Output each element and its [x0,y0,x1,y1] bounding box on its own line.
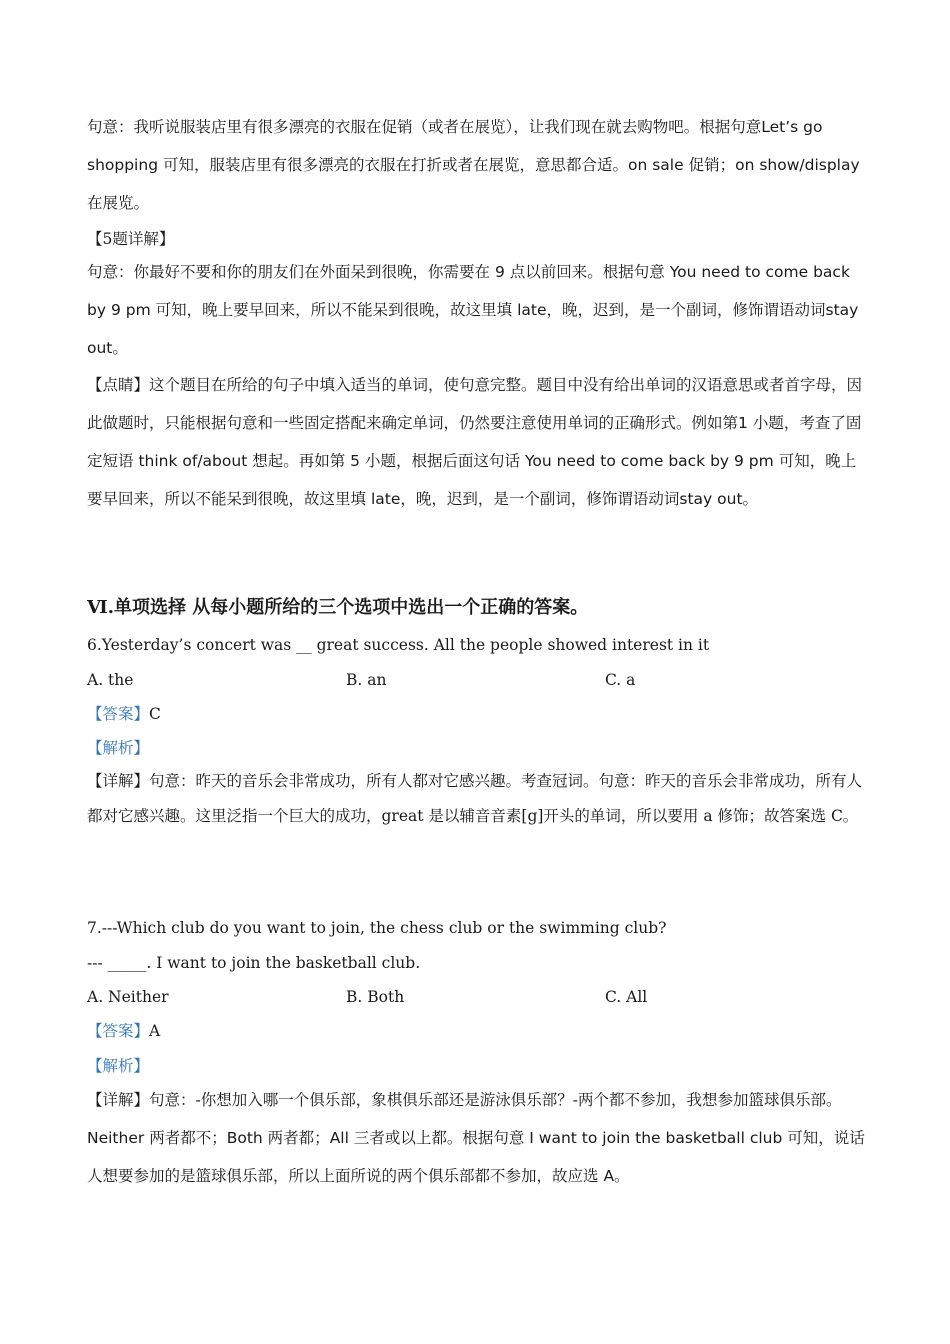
intro-line-1: 句意：我听说服装店里有很多漂亮的衣服在促销（或者在展览），让我们现在就去购物吧。根据句意 [87,118,762,136]
q6-analysis-label: 【解析】 [87,739,150,757]
q6-option-a: A. the [87,671,134,689]
q7-stem-line-1: 7.---Which club do you want to join, the chess club or the swimming club? [87,919,667,937]
q5-text: 谓语动词 [763,301,826,319]
q5-english-phrase: late [517,301,547,319]
q7-detail [87,1081,867,1195]
tip-text: 谓语动词 [617,490,680,508]
tip-text: 小题，考查了固定短语 [87,414,862,470]
tip-english-phrase: You need to come [524,452,664,470]
tip-text: 字母，因此做题时，只能根据句意和一些固定搭配来确定单词，仍然要注意使用单词的正确形式。例如第 [87,376,863,432]
q5-text: 点以前回来。根据句意 [509,263,665,281]
q7-stem-line-2: --- _____. I want to join the basketball club. [87,954,421,972]
q7-detail-text: 可知，说话人想要参加的是篮球俱乐部，所以上面所说的两个俱乐部都不参加，故应选 [87,1129,865,1185]
q6-detail-text: 所有人都对它感兴趣。这里泛指一个巨大的成功，great 是以辅音音素[g]开头的单词，所以要用 a 修饰；故 [87,772,863,825]
q7-english-word: A。 [603,1167,630,1185]
tip-text: 【点睛】这个题目在所给的句子中填入适当的单词，使句意完整。题目中没有给出单词的汉语意思或者首 [87,376,801,394]
tip-text: 小题，根据后面这句话 [364,452,520,470]
intro-english-phrase: on sale [627,156,684,174]
q7-detail-text: 乐部。 [794,1091,842,1109]
q6-stem: 6.Yesterday’s concert was __ great success. All the people showed interest in it [87,636,710,654]
q5-text: ，晚，迟到，是一个副词，修饰 [546,301,764,319]
q7-english-word: Both [226,1129,263,1147]
tip-english-phrase: back by 9 pm [668,452,774,470]
q6-option-b: B. an [346,671,387,689]
tip-number: 5 [350,452,361,470]
answer-label: 【答案】 [87,705,150,723]
q6-detail-text: 【详解】句意：昨天的音乐会非常成功，所有人都对它感兴趣。考查冠词。句意：昨天的音乐会非常成功， [87,772,816,790]
q7-answer [87,1020,160,1042]
answer-value: C [149,705,161,723]
q7-english-word: club [749,1129,783,1147]
q6-detail-text: 答案选 C。 [779,807,859,825]
q5-tag: 【5题详解】 [87,230,175,248]
tip-english-phrase: stay out。 [679,490,759,508]
q7-option-c: C. All [605,988,648,1006]
q6-answer [87,703,161,725]
q7-detail-text: 【详解】句意：-你想加入哪一个俱乐部，象棋俱乐部还是游泳俱乐部？-两个都不参加，我想参加篮球俱 [87,1091,795,1109]
tip-text: ，晚，迟到，是一个副词，修饰 [400,490,618,508]
q6-detail [87,764,867,834]
q7-option-a: A. Neither [87,988,169,1006]
q6-option-c: C. a [605,671,636,689]
tip-english-phrase: think of/about [138,452,248,470]
answer-label: 【答案】 [87,1022,150,1040]
q5-number: 9 [494,263,505,281]
q5-text: 句意：你最好不要和你的朋友们在外面呆到很晚，你需要在 [87,263,491,281]
section-heading [87,596,588,620]
q5-english-phrase: You need to come [669,263,809,281]
intro-english-phrase: Let’s go shopping [87,118,823,174]
q7-english-phrase: I want to join the basketball [529,1129,745,1147]
q7-detail-text: 两者都不； [149,1129,227,1147]
q7-option-b: B. Both [346,988,405,1006]
intro-line-3-text: 在展览。 [87,194,150,212]
q7-english-word: Neither [87,1129,145,1147]
q7-detail-text: 两者都； [267,1129,330,1147]
q7-detail-text: 三者或以上都。根据句意 [353,1129,525,1147]
q7-analysis-label: 【解析】 [87,1057,150,1075]
q5-text: 可知，晚上要早回来，所以不能呆到很晚，故这里填 [155,301,513,319]
q5-detail [87,253,867,367]
tip-paragraph [87,366,867,518]
answer-value: A [149,1022,161,1040]
q5-english-phrase: back by 9 pm [87,263,850,319]
intro-paragraph [87,108,867,222]
tip-number: 1 [738,414,748,432]
section-title: 单项选择 从每小题所给的三个选项中选出一个正确的答案。 [113,597,589,618]
tip-english-phrase: late [370,490,401,508]
q7-english-word: All [329,1129,349,1147]
intro-line-2-text: 促销； [688,156,736,174]
intro-line-2-text: 可知，服装店里有很多漂亮的衣服在打折或者在展览，意思都合适。 [162,156,628,174]
tip-text: 想起。再如第 [252,452,346,470]
tip-text: 可知，晚上要早回来，所以不能呆到很晚，故这里填 [87,452,857,508]
section-number: Ⅵ. [87,597,114,618]
q5-english-phrase: stay out。 [87,301,859,357]
intro-english-phrase: on show/display [735,156,860,174]
